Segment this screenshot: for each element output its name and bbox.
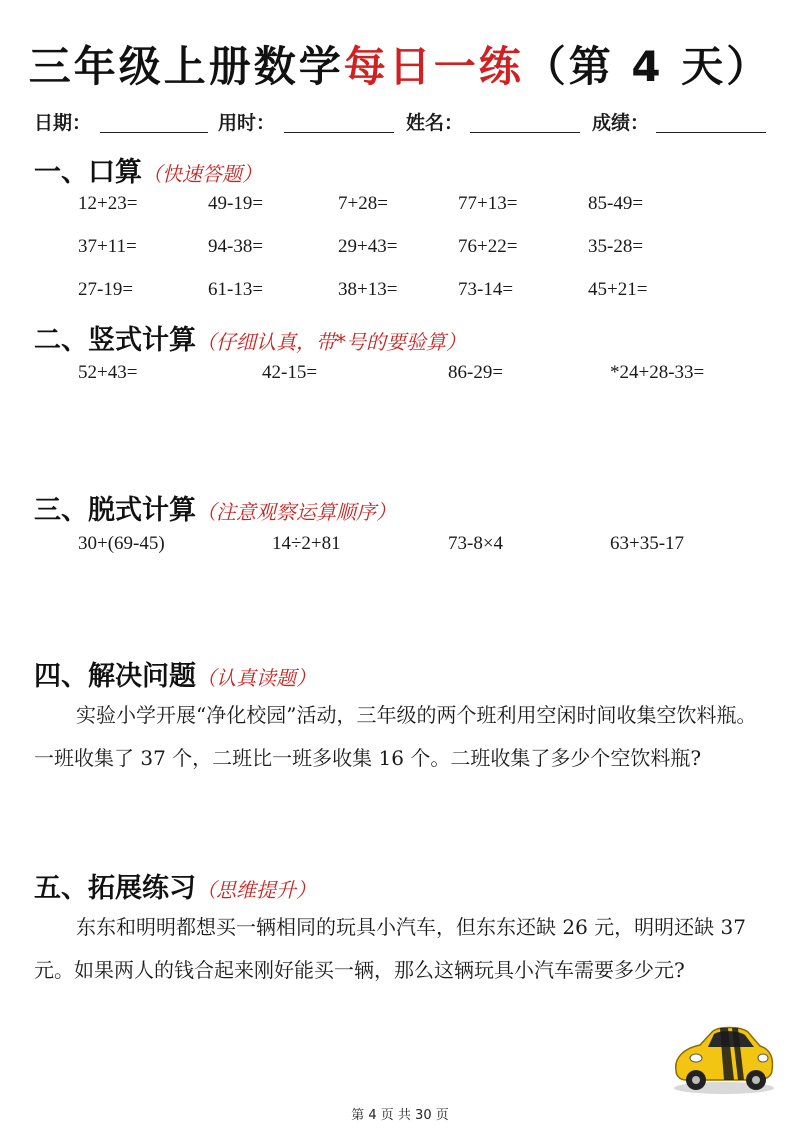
section-title: 二、竖式计算: [34, 325, 196, 356]
section-extension-heading: [34, 866, 316, 905]
title-day: （第 4 天）: [523, 42, 772, 91]
time-blank[interactable]: [284, 132, 394, 133]
extension-problem-text: 东东和明明都想买一辆相同的玩具小汽车，但东东还缺 26 元，明明还缺 37 元。如果两人的钱合起来刚好能买一辆，那么这辆玩具小汽车需要多少元?: [34, 915, 746, 982]
oral-problem: 35-28=: [588, 236, 644, 257]
oral-problem: 61-13=: [208, 279, 264, 300]
score-blank[interactable]: [656, 132, 766, 133]
oral-problem: 27-19=: [78, 279, 134, 300]
section-title: 五、拓展练习: [34, 873, 196, 904]
oral-problem: 77+13=: [458, 193, 518, 214]
stepwise-problem: 63+35-17: [610, 533, 685, 554]
oral-problem: 85-49=: [588, 193, 644, 214]
section-oral-heading: [34, 150, 262, 189]
section-vertical-heading: [34, 318, 466, 357]
score-label: 成绩：: [592, 112, 650, 134]
title-highlight: 每日一练: [343, 42, 524, 91]
stepwise-problem: 30+(69-45): [78, 533, 165, 554]
oral-problem: 94-38=: [208, 236, 264, 257]
oral-problem: 29+43=: [338, 236, 398, 257]
section-note: （注意观察运算顺序）: [196, 500, 396, 524]
info-row: [34, 108, 774, 138]
section-note: （思维提升）: [196, 878, 316, 902]
section-title: 三、脱式计算: [34, 495, 196, 526]
section-note: （快速答题）: [142, 162, 262, 186]
oral-problem: 12+23=: [78, 193, 138, 214]
time-label: 用时：: [218, 112, 276, 134]
oral-problem: 38+13=: [338, 279, 398, 300]
word-problem-text: 实验小学开展“净化校园”活动，三年级的两个班利用空闲时间收集空饮料瓶。一班收集了 37 个，二班比一班多收集 16 个。二班收集了多少个空饮料瓶?: [34, 703, 757, 770]
vertical-problem: 86-29=: [448, 362, 504, 383]
section-note: （认真读题）: [196, 666, 316, 690]
date-blank[interactable]: [100, 132, 208, 133]
oral-problem: 49-19=: [208, 193, 264, 214]
vertical-problem: 52+43=: [78, 362, 138, 383]
page-number: 第 4 页 共 30 页: [351, 1108, 449, 1123]
section-title: 一、口算: [34, 157, 142, 188]
oral-problem: 45+21=: [588, 279, 648, 300]
toy-car-icon: [668, 1018, 778, 1096]
section-title: 四、解决问题: [34, 661, 196, 692]
name-label: 姓名：: [406, 112, 464, 134]
date-label: 日期：: [34, 112, 92, 134]
name-blank[interactable]: [470, 132, 580, 133]
oral-problem: 73-14=: [458, 279, 514, 300]
title-main: 三年级上册数学: [28, 42, 344, 91]
stepwise-problem: 14÷2+81: [272, 533, 341, 554]
vertical-problem: 42-15=: [262, 362, 318, 383]
section-note: （仔细认真，带*号的要验算）: [196, 330, 466, 354]
page-title: [0, 34, 800, 94]
stepwise-problem: 73-8×4: [448, 533, 504, 554]
oral-problem: 37+11=: [78, 236, 137, 257]
vertical-problem: *24+28-33=: [610, 362, 705, 383]
section-stepwise-heading: [34, 488, 396, 527]
oral-problem: 7+28=: [338, 193, 388, 214]
oral-problem: 76+22=: [458, 236, 518, 257]
section-problem-heading: [34, 654, 316, 693]
